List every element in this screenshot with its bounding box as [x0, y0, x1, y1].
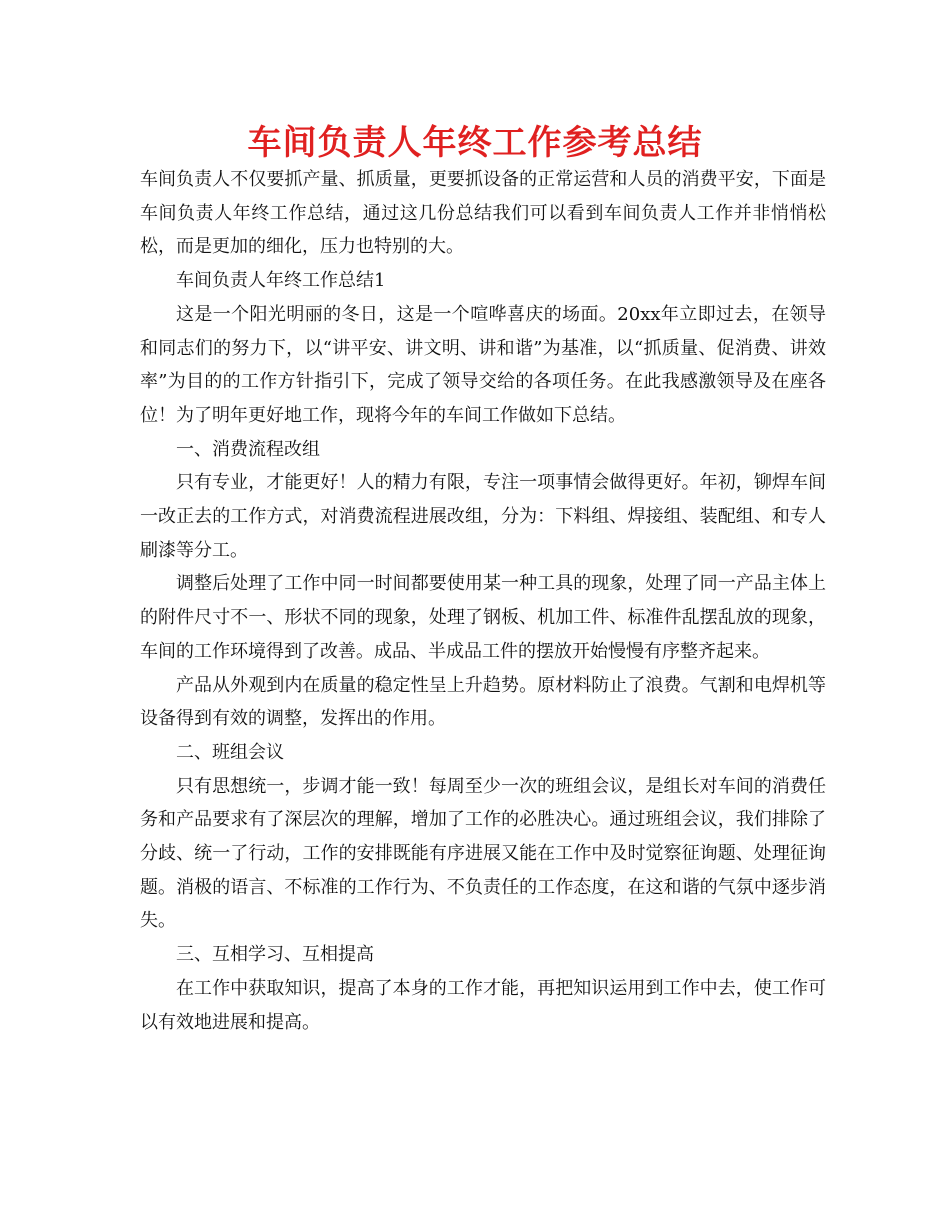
paragraph-opening: 这是一个阳光明丽的冬日，这是一个喧哗喜庆的场面。20xx年立即过去，在领导和同志们的努力下，以“讲平安、讲文明、讲和谐”为基准，以“抓质量、促消费、讲效率”为目的的工作方针指引下，完成了领导交给的各项任务。在此我感激领导及在座各位！为了明年更好地工作，现将今年的车间工作做如下总结。	[140, 303, 826, 426]
document-title: 车间负责人年终工作参考总结	[247, 123, 703, 163]
paragraph-quality: 产品从外观到内在质量的稳定性呈上升趋势。原材料防止了浪费。气割和电焊机等设备得到有效的调整，发挥出的作用。	[140, 674, 826, 730]
document-body	[140, 163, 826, 1039]
paragraph-meetings: 只有思想统一，步调才能一致！每周至少一次的班组会议，是组长对车间的消费任务和产品要求有了深层次的理解，增加了工作的必胜决心。通过班组会议，我们排除了分歧、统一了行动，工作的安排既能有序进展又能在工作中及时觉察征询题、处理征询题。消极的语言、不标准的工作行为、不负责任的工作态度，在这和谐的气氛中逐步消失。	[140, 775, 826, 932]
section-heading-summary-1: 车间负责人年终工作总结1	[176, 270, 386, 292]
paragraph-intro: 车间负责人不仅要抓产量、抓质量，更要抓设备的正常运营和人员的消费平安，下面是车间负责人年终工作总结，通过这几份总结我们可以看到车间负责人工作并非悄悄松松，而是更加的细化，压力也特别的大。	[140, 169, 826, 258]
section-heading-2: 二、班组会议	[176, 741, 284, 763]
paragraph-adjustment: 调整后处理了工作中同一时间都要使用某一种工具的现象，处理了同一产品主体上的附件尺寸不一、形状不同的现象，处理了钢板、机加工件、标准件乱摆乱放的现象，车间的工作环境得到了改善。成品、半成品工件的摆放开始慢慢有序整齐起来。	[140, 573, 826, 662]
paragraph-learning: 在工作中获取知识，提高了本身的工作才能，再把知识运用到工作中去，使工作可以有效地进展和提高。	[140, 977, 826, 1033]
section-heading-3: 三、互相学习、互相提高	[176, 944, 374, 966]
paragraph-reorganization: 只有专业，才能更好！人的精力有限，专注一项事情会做得更好。年初，铆焊车间一改正去的工作方式，对消费流程进展改组，分为：下料组、焊接组、装配组、和专人刷漆等分工。	[140, 472, 826, 561]
section-heading-1: 一、消费流程改组	[176, 438, 320, 460]
